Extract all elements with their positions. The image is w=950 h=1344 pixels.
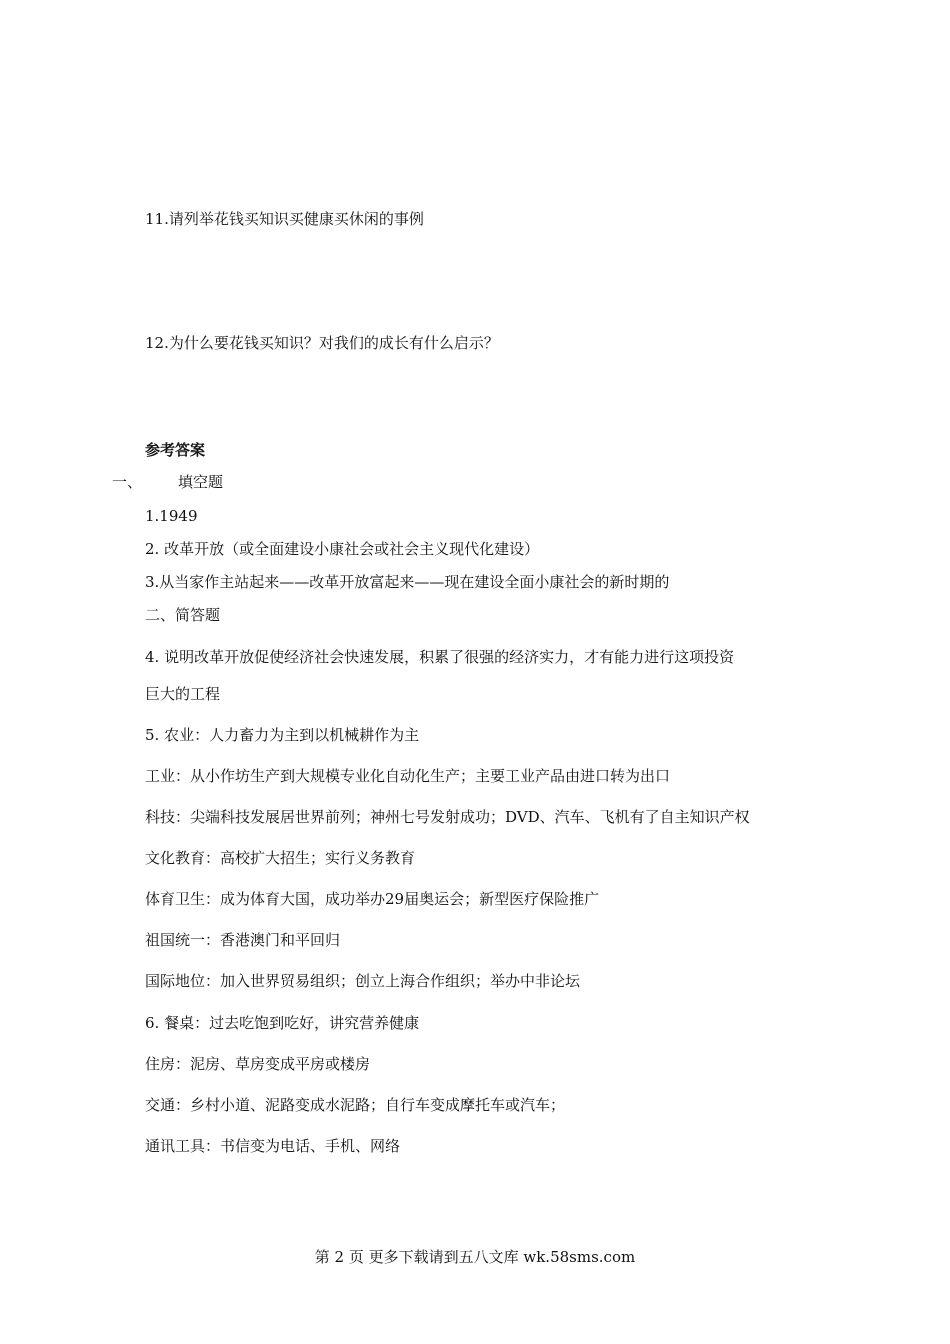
answer-6-housing: 住房：泥房、草房变成平房或楼房 (145, 1055, 371, 1073)
answer-1: 1.1949 (145, 507, 198, 525)
answer-5-industry: 工业：从小作坊生产到大规模专业化自动化生产；主要工业产品由进口转为出口 (145, 767, 671, 785)
answer-4-line-1: 4. 说明改革开放促使经济社会快速发展，积累了很强的经济实力，才有能力进行这项投资 (145, 648, 735, 666)
answer-3: 3.从当家作主站起来——改革开放富起来——现在建设全面小康社会的新时期的 (145, 573, 670, 591)
answer-6-communication: 通讯工具：书信变为电话、手机、网络 (145, 1137, 401, 1155)
answer-5-unity: 祖国统一：香港澳门和平回归 (145, 931, 341, 949)
section-number: 一、 (112, 473, 143, 491)
question-11: 11.请列举花钱买知识买健康买休闲的事例 (145, 210, 424, 228)
section-label: 填空题 (178, 473, 224, 491)
section-fill-blank (112, 472, 224, 492)
answer-5: 5. 农业：人力畜力为主到以机械耕作为主 (145, 726, 420, 744)
answer-2: 2. 改革开放（或全面建设小康社会或社会主义现代化建设） (145, 540, 540, 558)
answers-heading: 参考答案 (145, 441, 206, 459)
page-footer: 第 2 页 更多下载请到五八文库 wk.58sms.com (314, 1248, 636, 1266)
answer-5-culture: 文化教育：高校扩大招生；实行义务教育 (145, 849, 416, 867)
answer-6-transport: 交通：乡村小道、泥路变成水泥路；自行车变成摩托车或汽车； (145, 1096, 566, 1114)
question-12: 12.为什么要花钱买知识？对我们的成长有什么启示？ (145, 334, 499, 352)
answer-6: 6. 餐桌：过去吃饱到吃好，讲究营养健康 (145, 1014, 420, 1032)
answer-5-sports: 体育卫生：成为体育大国，成功举办29届奥运会；新型医疗保险推广 (145, 890, 600, 908)
answer-5-international: 国际地位：加入世界贸易组织；创立上海合作组织；举办中非论坛 (145, 972, 581, 990)
answer-5-tech: 科技：尖端科技发展居世界前列；神州七号发射成功；DVD、汽车、飞机有了自主知识产权 (145, 808, 750, 826)
section-short-answer: 二、简答题 (145, 606, 221, 624)
answer-4-line-2: 巨大的工程 (145, 685, 221, 703)
